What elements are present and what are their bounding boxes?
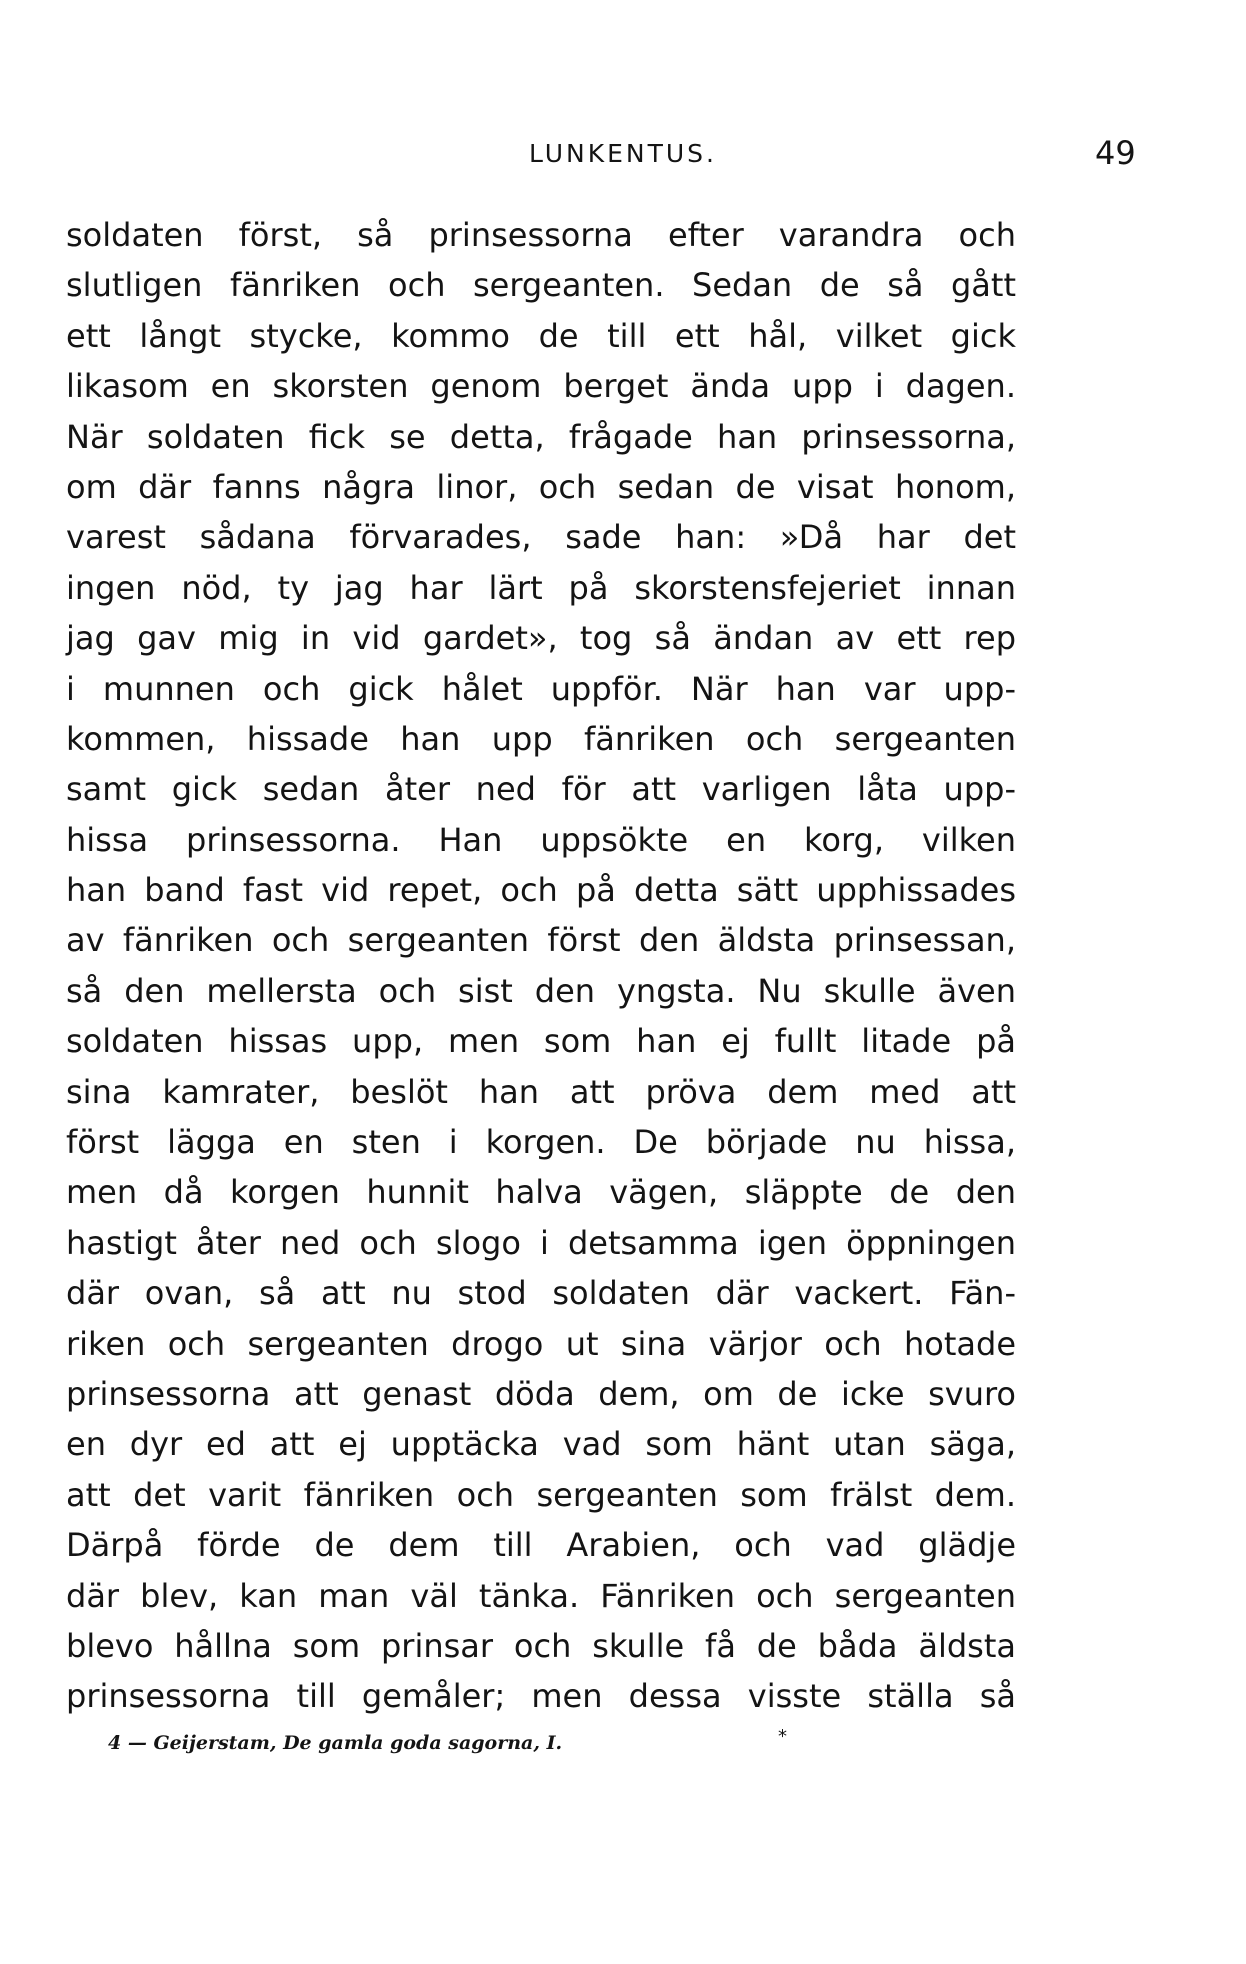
text-line: likasom en skorsten genom berget ända upp i dagen. [66,367,1016,406]
text-line: där ovan, så att nu stod soldaten där vackert. Fän- [66,1274,1016,1313]
text-line: kommen, hissade han upp fänriken och sergeanten [66,719,1016,758]
text-line: ett långt stycke, kommo de till ett hål, vilket gick [66,316,1016,355]
text-line: blevo hållna som prinsar och skulle få de båda äldsta [66,1626,1016,1665]
text-line: en dyr ed att ej upptäcka vad som hänt utan säga, [66,1425,1016,1464]
page-number: 49 [1095,134,1136,172]
text-line: hastigt åter ned och slogo i detsamma igen öppningen [66,1223,1016,1262]
text-line: så den mellersta och sist den yngsta. Nu skulle även [66,971,1016,1010]
text-line: han band fast vid repet, och på detta sätt upphissades [66,871,1016,910]
text-line: att det varit fänriken och sergeanten som frälst dem. [66,1475,1016,1514]
text-line: När soldaten fick se detta, frågade han prinsessorna, [66,417,1016,456]
text-line: först lägga en sten i korgen. De började nu hissa, [66,1123,1016,1162]
text-line: sina kamrater, beslöt han att pröva dem med att [66,1072,1016,1111]
text-line: jag gav mig in vid gardet», tog så ändan av ett rep [66,619,1016,658]
text-line: prinsessorna att genast döda dem, om de icke svuro [66,1374,1016,1413]
text-line: samt gick sedan åter ned för att varligen låta upp- [66,770,1016,809]
body-text [66,210,1016,1722]
text-line: soldaten först, så prinsessorna efter varandra och [66,216,1016,254]
text-line: prinsessorna till gemåler; men dessa visste ställa så [66,1677,1016,1716]
text-line: ingen nöd, ty jag har lärt på skorstensfejeriet innan [66,568,1016,607]
text-line: hissa prinsessorna. Han uppsökte en korg, vilken [66,820,1016,859]
text-line: Därpå förde de dem till Arabien, och vad glädje [66,1526,1016,1565]
text-line: riken och sergeanten drogo ut sina värjor och hotade [66,1324,1016,1363]
text-line: om där fanns några linor, och sedan de visat honom, [66,467,1016,506]
text-line: varest sådana förvarades, sade han: »Då har det [66,518,1016,557]
text-line: men då korgen hunnit halva vägen, släppte de den [66,1173,1016,1212]
text-line: slutligen fänriken och sergeanten. Sedan de så gått [66,266,1016,305]
footer-mark: * [778,1726,787,1747]
text-line: i munnen och gick hålet uppför. När han var upp- [66,669,1016,708]
text-line: soldaten hissas upp, men som han ej fullt litade på [66,1022,1016,1061]
running-title: LUNKENTUS. [529,139,717,168]
text-line: av fänriken och sergeanten först den äldsta prinsessan, [66,921,1016,960]
signature-footer: 4 — Geijerstam, De gamla goda sagorna, I. [108,1732,563,1754]
text-line: där blev, kan man väl tänka. Fänriken och sergeanten [66,1576,1016,1615]
